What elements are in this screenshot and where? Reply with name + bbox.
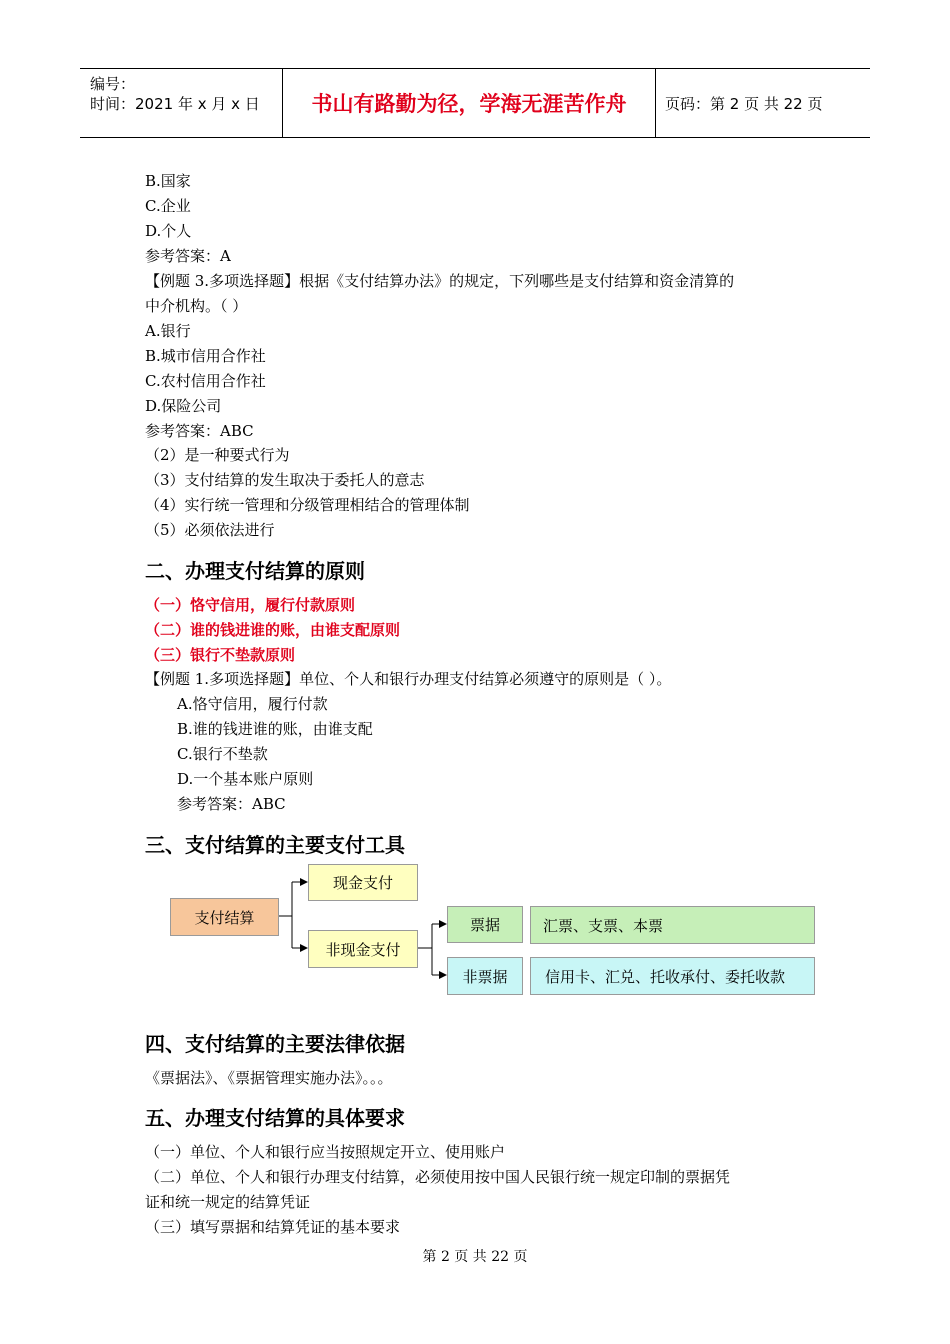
requirement-3: （三）填写票据和结算凭证的基本要求 [145,1218,401,1236]
option-d: D.个人 [145,222,192,240]
question-3-line2: 中介机构。（ ） [145,297,248,315]
diagram-bills-detail-box: 汇票、支票、本票 [530,906,815,944]
diagram-bills-box: 票据 [447,906,523,943]
principle-3: （三）银行不垫款原则 [145,646,296,664]
feature-4: （4）实行统一管理和分级管理相结合的管理体制 [145,496,470,514]
option-b: B.国家 [145,172,191,190]
document-date: 时间：2021 年 x 月 x 日 [90,95,260,113]
feature-2: （2）是一种要式行为 [145,446,290,464]
requirement-2-line2: 证和统一规定的结算凭证 [145,1193,311,1211]
diagram-noncash-box: 非现金支付 [308,930,418,968]
option-a: A.银行 [145,322,191,340]
option-d: D.一个基本账户原则 [177,770,314,788]
option-c: C.企业 [145,197,191,215]
legal-basis-text: 《票据法》、《票据管理实施办法》。。。 [145,1069,393,1087]
document-number-label: 编号： [90,75,136,93]
question-3-line1: 【例题 3.多项选择题】根据《支付结算办法》的规定，下列哪些是支付结算和资金清算的 [145,272,735,290]
option-a: A.恪守信用，履行付款 [177,695,328,713]
option-b: B.城市信用合作社 [145,347,266,365]
question-1: 【例题 1.多项选择题】单位、个人和银行办理支付结算必须遵守的原则是（ ）。 [145,670,672,688]
requirement-1: （一）单位、个人和银行应当按照规定开立、使用账户 [145,1143,506,1161]
option-c: C.银行不垫款 [177,745,268,763]
section-2-heading: 二、办理支付结算的原则 [145,559,365,583]
section-3-heading: 三、支付结算的主要支付工具 [145,833,405,857]
feature-3: （3）支付结算的发生取决于委托人的意志 [145,471,425,489]
section-4-heading: 四、支付结算的主要法律依据 [145,1032,405,1056]
answer: 参考答案：A [145,247,231,265]
page-footer: 第 2 页 共 22 页 [422,1249,528,1265]
section-5-heading: 五、办理支付结算的具体要求 [145,1106,405,1130]
requirement-2-line1: （二）单位、个人和银行办理支付结算，必须使用按中国人民银行统一规定印制的票据凭 [145,1168,731,1186]
feature-5: （5）必须依法进行 [145,521,275,539]
diagram-nonbills-detail-box: 信用卡、汇兑、托收承付、委托收款 [530,957,815,995]
answer: 参考答案：ABC [177,795,286,813]
answer: 参考答案：ABC [145,422,254,440]
diagram-root-box: 支付结算 [170,898,279,936]
header-motto: 书山有路勤为径，学海无涯苦作舟 [282,69,656,137]
principle-2: （二）谁的钱进谁的账，由谁支配原则 [145,621,401,639]
option-c: C.农村信用合作社 [145,372,266,390]
page-info-text: 页码：第 2 页 共 22 页 [665,94,823,113]
option-b: B.谁的钱进谁的账，由谁支配 [177,720,373,738]
diagram-cash-box: 现金支付 [308,864,418,901]
option-d: D.保险公司 [145,397,222,415]
principle-1: （一）恪守信用，履行付款原则 [145,596,356,614]
diagram-nonbills-box: 非票据 [447,957,523,995]
